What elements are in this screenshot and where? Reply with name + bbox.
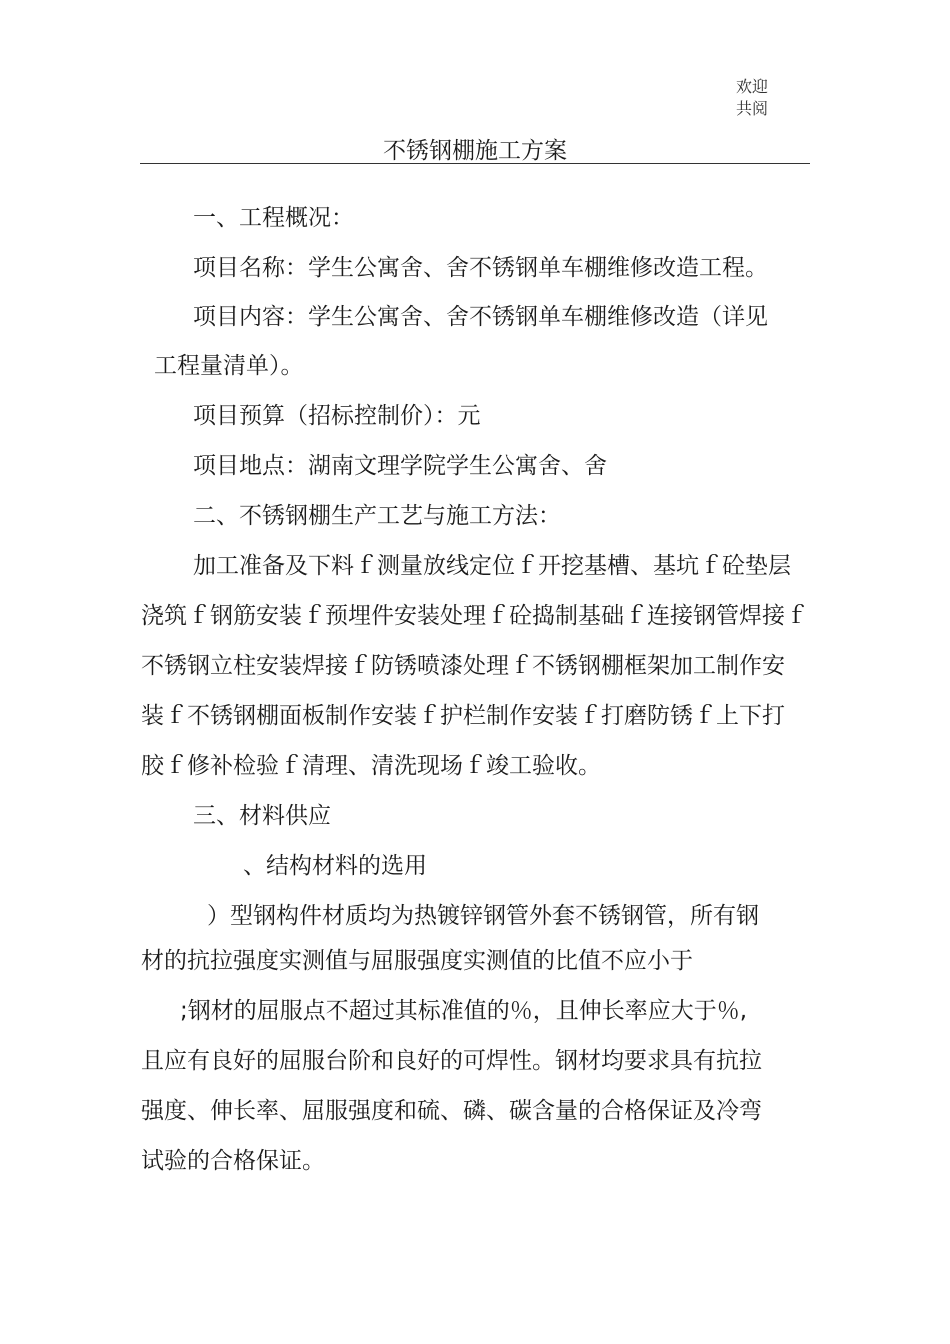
title-underline (140, 163, 810, 164)
paragraph-line: ）型钢构件材质均为热镀锌钢管外套不锈钢管，所有钢 (207, 903, 759, 929)
subsection-heading: 、结构材料的选用 (243, 853, 427, 879)
paragraph-line: 且应有良好的屈服台阶和良好的可焊性。钢材均要求具有抗拉 (141, 1048, 762, 1074)
paragraph-line: 胶ｆ修补检验ｆ清理、清洗现场ｆ竣工验收。 (141, 753, 601, 779)
paragraph-line: 材的抗拉强度实测值与屈服强度实测值的比值不应小于 (141, 948, 693, 974)
paragraph-line: 项目名称：学生公寓舍、舍不锈钢单车棚维修改造工程。 (193, 255, 768, 281)
paragraph-line: ;钢材的屈服点不超过其标准值的％，且伸长率应大于％, (180, 998, 748, 1024)
paragraph-line: 项目地点：湖南文理学院学生公寓舍、舍 (193, 453, 607, 479)
paragraph-line: 项目预算（招标控制价）：元 (193, 403, 481, 429)
paragraph-line: 项目内容：学生公寓舍、舍不锈钢单车棚维修改造（详见 (193, 304, 768, 330)
section-heading-process: 二、不锈钢棚生产工艺与施工方法： (193, 503, 561, 529)
paragraph-line: 装ｆ不锈钢棚面板制作安装ｆ护栏制作安装ｆ打磨防锈ｆ上下打 (141, 703, 785, 729)
document-title: 不锈钢棚施工方案 (383, 138, 567, 164)
paragraph-line: 工程量清单）。 (154, 353, 304, 379)
paragraph-line: 试验的合格保证。 (141, 1148, 325, 1174)
paragraph-line: 不锈钢立柱安装焊接ｆ防锈喷漆处理ｆ不锈钢棚框架加工制作安 (141, 653, 785, 679)
paragraph-line: 强度、伸长率、屈服强度和硫、磷、碳含量的合格保证及冷弯 (141, 1098, 762, 1124)
paragraph-line: 浇筑ｆ钢筋安装ｆ预埋件安装处理ｆ砼捣制基础ｆ连接钢管焊接ｆ (141, 603, 808, 629)
section-heading-overview: 一、工程概况： (193, 205, 354, 231)
header-line-1: 欢迎 (736, 77, 769, 96)
page-header (736, 76, 796, 120)
section-heading-materials: 三、材料供应 (193, 803, 331, 829)
paragraph-line: 加工准备及下料ｆ测量放线定位ｆ开挖基槽、基坑ｆ砼垫层 (193, 553, 791, 579)
header-line-2: 共阅 (736, 99, 769, 118)
